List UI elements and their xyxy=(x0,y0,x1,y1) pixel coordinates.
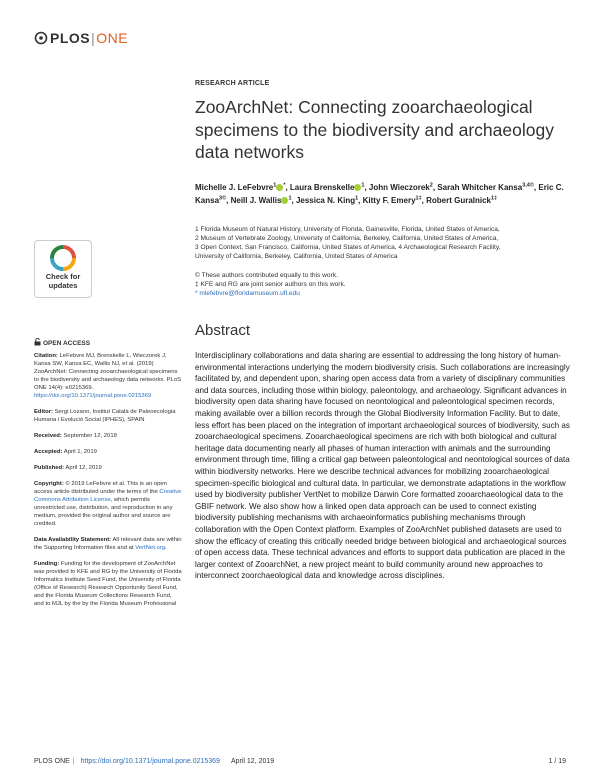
logo-plos: PLOS xyxy=(50,30,91,46)
license-link[interactable]: Creative Commons Attribution License xyxy=(34,489,182,503)
author-name: Jessica N. King xyxy=(295,195,356,205)
author-mark: 1 xyxy=(288,195,292,202)
accepted-label: Accepted: xyxy=(34,449,63,455)
funding-text: Funding for the development of ZooArchNet was provided to KFE and RG by the University of Florida Informatics Institute Seed Fund, the University of Florida (Office of Research) Research Opportunity Seed Fund, and the Florida Museum Collections Research Fund, and to MJL by the by the Florida Museum Professional xyxy=(34,561,182,607)
author-separator: , xyxy=(358,195,363,205)
affiliation-line: 3 Open Context, San Francisco, California, United States of America, 4 Archaeological Research Facility, xyxy=(195,244,501,251)
data-availability-label: Data Availability Statement: xyxy=(34,537,112,543)
open-access-label xyxy=(34,338,90,347)
author-separator: , xyxy=(533,182,539,192)
badge-line2: updates xyxy=(48,280,78,290)
author xyxy=(296,196,363,205)
page-footer xyxy=(34,758,566,765)
author-mark: * xyxy=(283,182,286,188)
journal-logo xyxy=(34,30,128,46)
author-affiliation-sup: 1‡ xyxy=(491,195,498,202)
logo-separator: | xyxy=(91,30,96,46)
footer-separator: | xyxy=(72,758,75,765)
accepted-date: April 1, 2019 xyxy=(63,449,97,455)
author-affiliation-sup: 1 xyxy=(355,195,359,202)
author-name: Michelle J. LeFebvre xyxy=(195,182,274,192)
author xyxy=(363,196,426,205)
data-availability-block: Data Availability Statement: All relevant data are within the Supporting Information files and at VertNet.org. xyxy=(34,537,182,551)
footer-doi-link[interactable]: https://doi.org/10.1371/journal.pone.0215369 xyxy=(80,758,220,765)
page-number: 1 / 19 xyxy=(548,758,566,765)
footer-date: April 12, 2019 xyxy=(230,758,275,765)
citation-doi-link[interactable]: https://doi.org/10.1371/journal.pone.0215369 xyxy=(34,393,152,399)
received-date: September 12, 2018 xyxy=(63,433,117,439)
published-label: Published: xyxy=(34,465,65,471)
abstract-body: Interdisciplinary collaborations and data sharing are essential to addressing the long history of human-environmental interactions underlying the modern biodiversity crisis. Such collaborations are increasingly facilitated by, and dependent upon, sharing open access data from a variety of disciplinary communities and data sources, including those within biology, paleontology, and archaeology. Significant advances in biodiversity open data sharing have focused on neontological and paleontological specimen records, making available over a billion records through the Global Biodiversity Information Facility. But to date, less effort has been placed on the integration of important archaeological sources of biodiversity, such as zooarchaeological specimens. Zooarchaeological specimens are rich with both biological and cultural heritage data documenting nearly all phases of human interaction with animals and the surrounding environment through time, filling a critical gap between paleontological and neontological sources of data within biodiversity networks. Here we describe technical advances for mobilizing zooarchaeological specimen-specific biological and cultural data. In particular, we demonstrate adaptations in the workflow used by biodiversity publisher VertNet to mobilize Darwin Core formatted zooarchaeological data to the GBIF network. We also show how a linked open data approach can be used to connect existing biodiversity publishing mechanisms with archaeoinformatics publishing mechanisms through collaboration with the Open Context platform. Examples of ZooArchNet published datasets are used to show the efficacy of creating this critically needed bridge between biological and archaeological sources of open access data. These technical advances and efforts to support data publication are placed in the larger context of ZooarchNet, a new project meant to build community around new approaches to interconnect zoorchaeological data and knowledge across disciplines. xyxy=(195,351,570,581)
author-separator: , xyxy=(226,195,231,205)
author-separator: , xyxy=(291,195,296,205)
editor-block xyxy=(34,408,182,424)
author xyxy=(195,183,290,192)
plos-logo-icon xyxy=(34,31,48,45)
author-name: John Wieczorek xyxy=(368,182,430,192)
author-name: Kitty F. Emery xyxy=(362,195,416,205)
funding-block xyxy=(34,560,182,608)
author-name: Sarah Whitcher Kansa xyxy=(437,182,523,192)
received-block xyxy=(34,432,182,440)
footer-journal: PLOS ONE xyxy=(34,758,70,765)
author-affiliation-sup: 3© xyxy=(219,195,227,202)
author xyxy=(369,183,437,192)
article-title: ZooArchNet: Connecting zooarchaeological specimens to the biodiversity and archaeology data networks xyxy=(195,97,554,162)
author-notes xyxy=(195,271,565,298)
citation-label: Citation: xyxy=(34,353,58,359)
joint-senior-note: ‡ KFE and RG are joint senior authors on this work. xyxy=(195,281,346,288)
author-affiliation-sup: 1‡ xyxy=(415,195,422,202)
article-type: RESEARCH ARTICLE xyxy=(195,80,270,87)
citation-block xyxy=(34,352,182,400)
received-label: Received: xyxy=(34,433,62,439)
open-lock-icon xyxy=(34,338,41,346)
author xyxy=(290,183,369,192)
author-separator: , xyxy=(364,182,369,192)
article-info-sidebar xyxy=(34,352,182,616)
update-ring-icon xyxy=(50,245,76,271)
affiliation-line: 1 Florida Museum of Natural History, University of Florida, Gainesville, Florida, United States of America, xyxy=(195,226,500,233)
citation-text: LeFebvre MJ, Brenskelle L, Wieczorek J, Kansa SW, Kansa EC, Wallis NJ, et al. (2019) ZooArchNet: Connecting zooarchaeological specimens to the biodiversity and archaeology data networks. PLoS ONE 14(4): e0215369. xyxy=(34,353,182,391)
copyright-label: Copyright: xyxy=(34,481,64,487)
author-name: Robert Guralnick xyxy=(426,195,491,205)
funding-label: Funding: xyxy=(34,561,60,567)
equal-contribution-note: © These authors contributed equally to this work. xyxy=(195,272,338,279)
editor-label: Editor: xyxy=(34,409,53,415)
affiliation-line: 2 Museum of Vertebrate Zoology, University of California, Berkeley, California, United States of America, xyxy=(195,235,499,242)
published-block xyxy=(34,464,182,472)
copyright-text: © 2019 LeFebvre et al. This is an open access article distributed under the terms of the xyxy=(34,481,167,495)
author-name: Neill J. Wallis xyxy=(230,195,282,205)
logo-one: ONE xyxy=(96,30,129,46)
author xyxy=(426,196,497,205)
affiliation-line: University of California, Berkeley, California, United States of America xyxy=(195,253,398,260)
editor-text: Sergi Lozano, Institut Català de Paleoecologia Humana i Evolució Social (IPHES), SPAIN xyxy=(34,409,176,423)
author-separator: , xyxy=(421,195,427,205)
corresponding-email[interactable]: * mlefebvre@floridamuseum.ufl.edu xyxy=(195,290,300,297)
abstract-heading: Abstract xyxy=(195,322,251,339)
author-mark: 1 xyxy=(361,182,365,188)
author xyxy=(437,183,538,192)
check-for-updates-badge[interactable] xyxy=(34,240,92,298)
copyright-block xyxy=(34,480,182,528)
badge-line1: Check for xyxy=(45,272,81,281)
author-separator: , xyxy=(432,182,438,192)
affiliations xyxy=(195,225,565,261)
published-date: April 12, 2019 xyxy=(65,465,102,471)
copyright-text-end: , which permits unrestricted use, distribution, and reproduction in any medium, provided the original author and source are credited. xyxy=(34,497,173,527)
author xyxy=(231,196,296,205)
author-affiliation-sup: 3,4© xyxy=(522,182,534,188)
author-list xyxy=(195,180,565,206)
open-access-text: OPEN ACCESS xyxy=(43,340,91,347)
accepted-block xyxy=(34,448,182,456)
data-availability-text: All relevant data are within the Supporting Information files and at xyxy=(34,537,182,551)
author-name: Eric C. Kansa xyxy=(195,182,564,205)
author-separator: , xyxy=(285,182,290,192)
vertnet-link[interactable]: VertNet.org xyxy=(135,545,165,551)
author-name: Laura Brenskelle xyxy=(289,182,355,192)
author-affiliation-sup: 2 xyxy=(429,182,433,188)
author-affiliation-sup: 1 xyxy=(273,182,277,188)
